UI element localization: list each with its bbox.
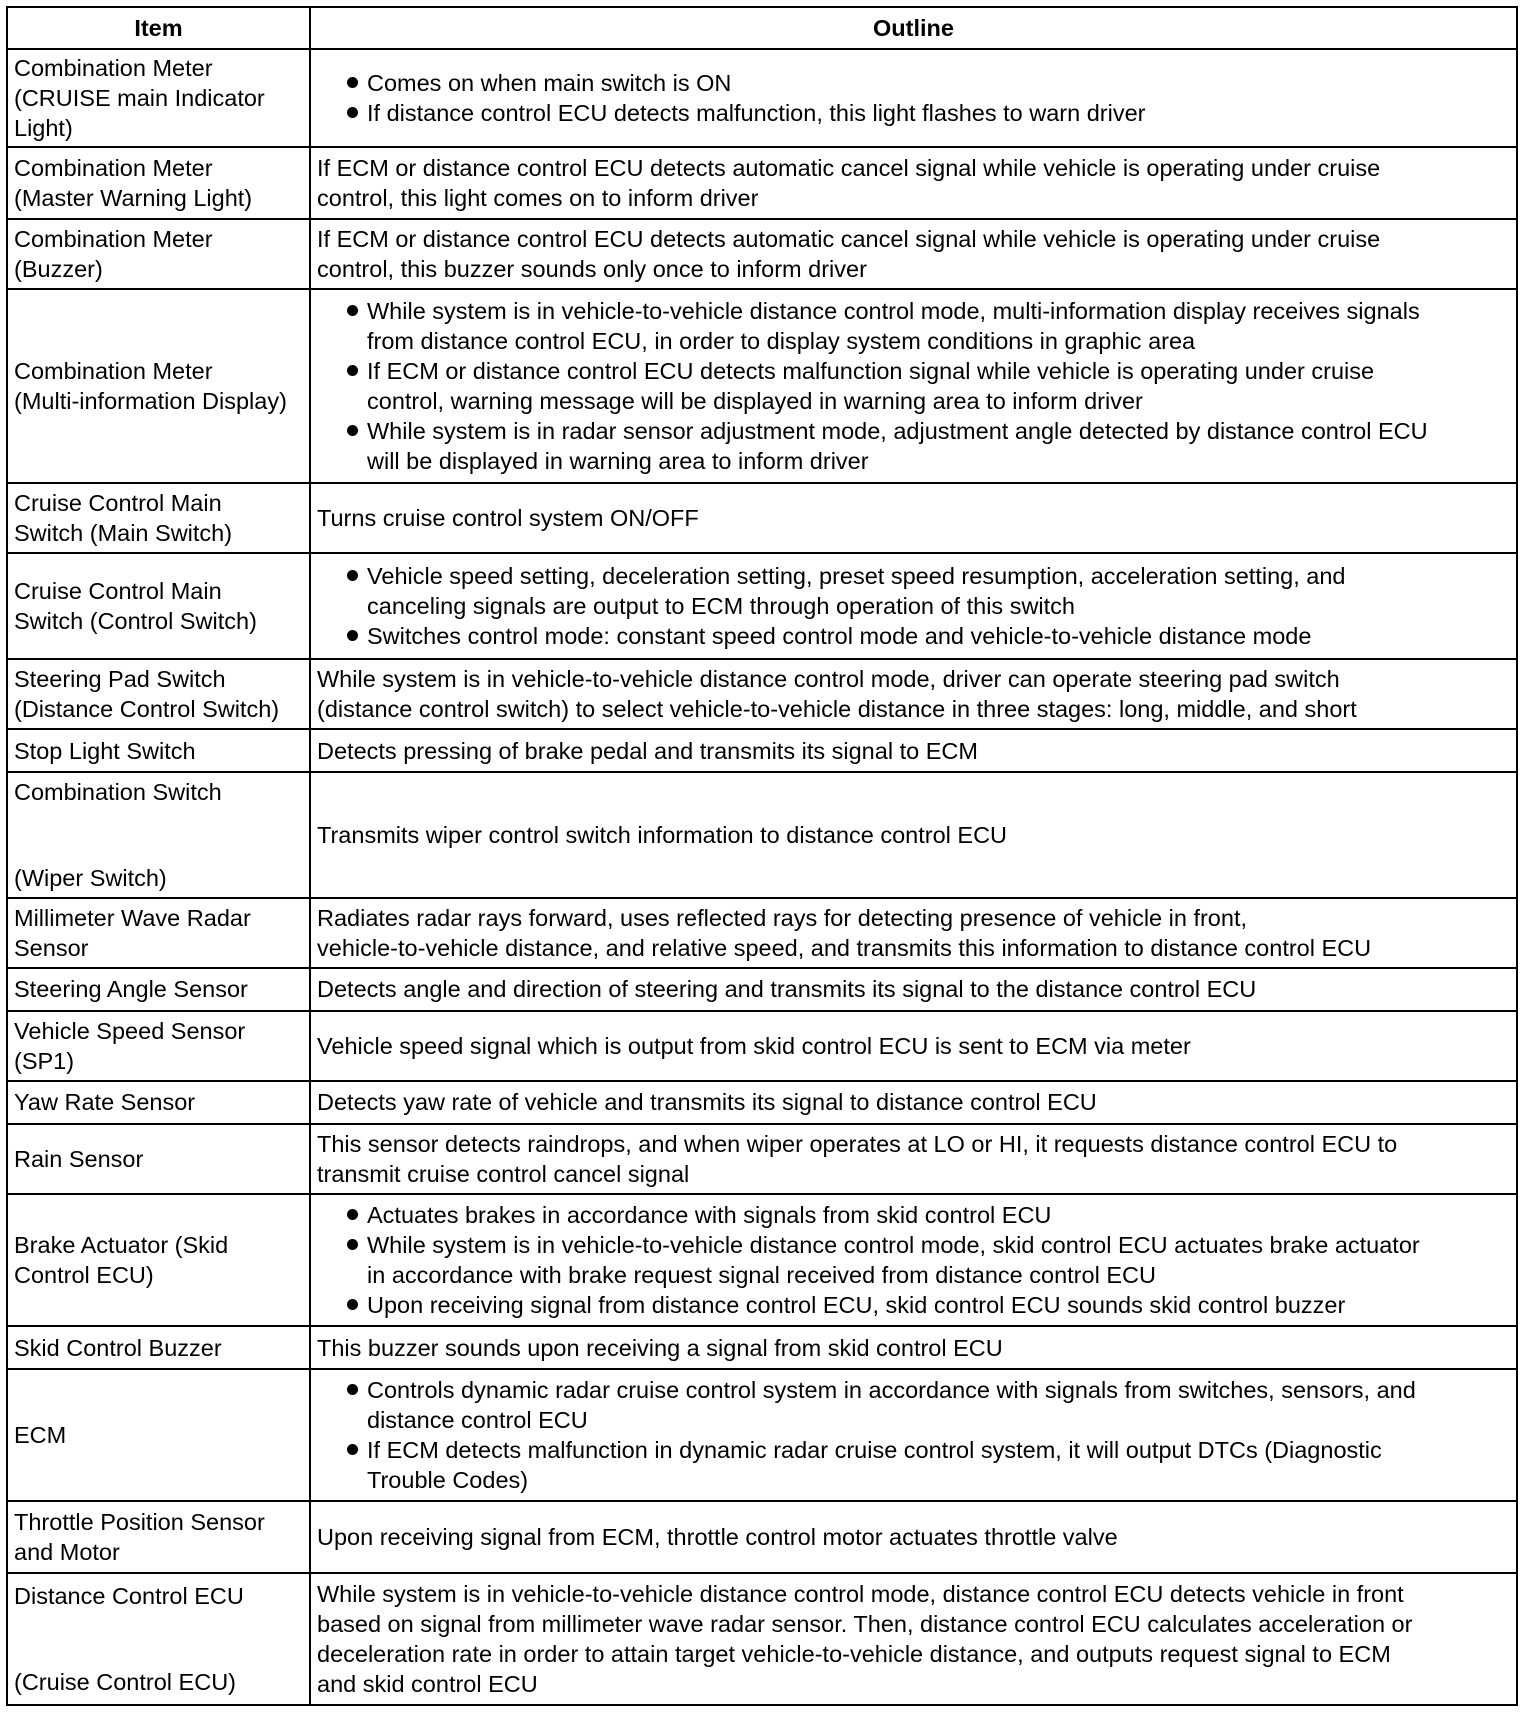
item-line: Sensor [14,934,89,961]
item-cell [7,147,310,218]
outline-line: Vehicle speed signal which is output from skid control ECU is sent to ECM via meter [317,1032,1191,1059]
bullet-item [347,1435,1510,1495]
item-cell [7,659,310,729]
item-line: and Motor [14,1538,120,1565]
bullet-item [347,356,1510,416]
item-line: Cruise Control Main [14,490,222,517]
item-cell [7,1194,310,1326]
outline-cell [310,1124,1517,1194]
header-item: Item [7,7,310,49]
item-line: Skid Control Buzzer [14,1334,222,1361]
item-line: Steering Pad Switch [14,666,226,693]
item-line: ECM [14,1422,67,1449]
component-outline-table [6,6,1518,1706]
outline-line: and skid control ECU [317,1670,538,1697]
bullet-line: Comes on when main switch is ON [367,70,732,97]
item-line: Rain Sensor [14,1145,144,1172]
outline-line: based on signal from millimeter wave radar sensor. Then, distance control ECU calculates acceleration or [317,1610,1413,1637]
item-cell [7,483,310,553]
item-cell [7,772,310,898]
item-line: (Distance Control Switch) [14,696,280,723]
item-cell [7,1501,310,1572]
table-row [7,898,1517,968]
table-row [7,772,1517,898]
bullet-item [347,621,1510,651]
item-line: Switch (Control Switch) [14,608,257,635]
item-cell [7,1369,310,1501]
outline-line: Detects pressing of brake pedal and transmits its signal to ECM [317,737,978,764]
item-line: (Wiper Switch) [14,864,167,891]
outline-line: vehicle-to-vehicle distance, and relative speed, and transmits this information to distance control ECU [317,934,1372,961]
item-line: Combination Switch [14,778,222,805]
table-header-row [7,7,1517,49]
outline-cell [310,729,1517,772]
table-row [7,1081,1517,1124]
item-line: Combination Meter [14,55,213,82]
item-cell [7,898,310,968]
outline-line: control, this light comes on to inform driver [317,184,759,211]
bullet-line: While system is in vehicle-to-vehicle distance control mode, multi-information display receives signals [367,297,1420,324]
table-row [7,483,1517,553]
outline-cell [310,219,1517,289]
table-body [7,49,1517,1705]
item-cell [7,553,310,659]
item-line: (CRUISE main Indicator [14,85,265,112]
item-line: (Cruise Control ECU) [14,1668,236,1695]
bullet-list [317,68,1510,128]
bullet-list [317,296,1510,476]
bullet-item [347,1290,1510,1320]
item-line: Brake Actuator (Skid [14,1232,229,1259]
header-outline: Outline [310,7,1517,49]
outline-cell [310,147,1517,218]
bullet-item [347,296,1510,356]
item-cell [7,729,310,772]
item-line: Vehicle Speed Sensor [14,1017,246,1044]
table-row [7,1573,1517,1705]
outline-line: Radiates radar rays forward, uses reflected rays for detecting presence of vehicle in front, [317,904,1248,931]
bullet-line: Upon receiving signal from distance control ECU, skid control ECU sounds skid control buzzer [367,1292,1346,1319]
table-row [7,147,1517,218]
outline-line: transmit cruise control cancel signal [317,1160,690,1187]
outline-line: While system is in vehicle-to-vehicle distance control mode, driver can operate steering pad switch [317,666,1340,693]
item-line: (Master Warning Light) [14,184,253,211]
bullet-item [347,1230,1510,1290]
outline-cell [310,1573,1517,1705]
table-row [7,659,1517,729]
table-row [7,1369,1517,1501]
item-line: Stop Light Switch [14,737,196,764]
bullet-item [347,1375,1510,1435]
outline-cell [310,968,1517,1011]
bullet-line: If distance control ECU detects malfunction, this light flashes to warn driver [367,100,1146,127]
bullet-item [347,98,1510,128]
table-row [7,289,1517,483]
bullet-list [317,1375,1510,1495]
item-line: (SP1) [14,1047,75,1074]
bullet-line: canceling signals are output to ECM through operation of this switch [367,593,1076,620]
bullet-line: While system is in vehicle-to-vehicle distance control mode, skid control ECU actuates brake actuator [367,1232,1420,1259]
bullet-line: Trouble Codes) [367,1467,529,1494]
bullet-line: Switches control mode: constant speed control mode and vehicle-to-vehicle distance mode [367,623,1312,650]
outline-line: Detects yaw rate of vehicle and transmits its signal to distance control ECU [317,1089,1097,1116]
outline-line: While system is in vehicle-to-vehicle distance control mode, distance control ECU detects vehicle in front [317,1580,1404,1607]
item-line: Combination Meter [14,154,213,181]
outline-cell [310,1369,1517,1501]
outline-line: Turns cruise control system ON/OFF [317,505,699,532]
outline-cell [310,483,1517,553]
bullet-item [347,561,1510,621]
bullet-line: If ECM detects malfunction in dynamic radar cruise control system, it will output DTCs (Diagnostic [367,1437,1382,1464]
bullet-line: control, warning message will be displayed in warning area to inform driver [367,387,1143,414]
item-cell [7,1011,310,1081]
bullet-list [317,561,1510,651]
outline-line: Upon receiving signal from ECM, throttle control motor actuates throttle valve [317,1523,1118,1550]
outline-line: deceleration rate in order to attain target vehicle-to-vehicle distance, and outputs request signal to ECM [317,1640,1391,1667]
outline-line: control, this buzzer sounds only once to inform driver [317,255,867,282]
outline-cell [310,1194,1517,1326]
outline-line: If ECM or distance control ECU detects automatic cancel signal while vehicle is operating under cruise [317,154,1381,181]
outline-cell [310,49,1517,147]
bullet-line: While system is in radar sensor adjustment mode, adjustment angle detected by distance control ECU [367,417,1428,444]
outline-cell [310,289,1517,483]
item-line: (Buzzer) [14,255,103,282]
item-cell [7,968,310,1011]
bullet-line: Vehicle speed setting, deceleration setting, preset speed resumption, acceleration setting, and [367,563,1346,590]
bullet-line: If ECM or distance control ECU detects malfunction signal while vehicle is operating under cruise [367,357,1375,384]
item-line: Switch (Main Switch) [14,520,233,547]
item-cell [7,1573,310,1705]
item-line: Steering Angle Sensor [14,976,248,1003]
bullet-line: will be displayed in warning area to inform driver [367,447,869,474]
outline-line: This sensor detects raindrops, and when wiper operates at LO or HI, it requests distance control ECU to [317,1130,1398,1157]
bullet-line: in accordance with brake request signal received from distance control ECU [367,1262,1156,1289]
item-line: (Multi-information Display) [14,387,287,414]
outline-line: This buzzer sounds upon receiving a signal from skid control ECU [317,1334,1003,1361]
table-row [7,1124,1517,1194]
bullet-item [347,68,1510,98]
bullet-line: Actuates brakes in accordance with signals from skid control ECU [367,1202,1052,1229]
bullet-item [347,416,1510,476]
outline-cell [310,659,1517,729]
outline-cell [310,1326,1517,1369]
item-cell [7,49,310,147]
outline-cell [310,553,1517,659]
table-row [7,1501,1517,1572]
item-line: Combination Meter [14,357,213,384]
table-row [7,1011,1517,1081]
bullet-item [347,1200,1510,1230]
bullet-line: from distance control ECU, in order to display system conditions in graphic area [367,327,1196,354]
outline-cell [310,1011,1517,1081]
table-row [7,729,1517,772]
table-row [7,968,1517,1011]
outline-line: If ECM or distance control ECU detects automatic cancel signal while vehicle is operating under cruise [317,225,1381,252]
item-line: Millimeter Wave Radar [14,904,251,931]
table-row [7,1194,1517,1326]
table-row [7,219,1517,289]
outline-cell [310,772,1517,898]
item-cell [7,1081,310,1124]
table-row [7,1326,1517,1369]
item-line: Distance Control ECU [14,1582,244,1609]
item-line: Control ECU) [14,1262,154,1289]
outline-line: Detects angle and direction of steering and transmits its signal to the distance control ECU [317,976,1257,1003]
outline-cell [310,1501,1517,1572]
item-line: Cruise Control Main [14,578,222,605]
bullet-line: Controls dynamic radar cruise control system in accordance with signals from switches, sensors, and [367,1377,1416,1404]
table-row [7,553,1517,659]
line-spacer [14,1611,303,1637]
table-row [7,49,1517,147]
outline-line: Transmits wiper control switch information to distance control ECU [317,821,1008,848]
outline-cell [310,898,1517,968]
item-line: Light) [14,115,73,142]
line-spacer [14,807,303,833]
outline-cell [310,1081,1517,1124]
bullet-list [317,1200,1510,1320]
item-line: Yaw Rate Sensor [14,1089,196,1116]
item-cell [7,219,310,289]
item-cell [7,1124,310,1194]
outline-line: (distance control switch) to select vehicle-to-vehicle distance in three stages: long, middle, and short [317,696,1357,723]
item-line: Throttle Position Sensor [14,1508,265,1535]
item-cell [7,1326,310,1369]
bullet-line: distance control ECU [367,1407,588,1434]
item-line: Combination Meter [14,225,213,252]
item-cell [7,289,310,483]
